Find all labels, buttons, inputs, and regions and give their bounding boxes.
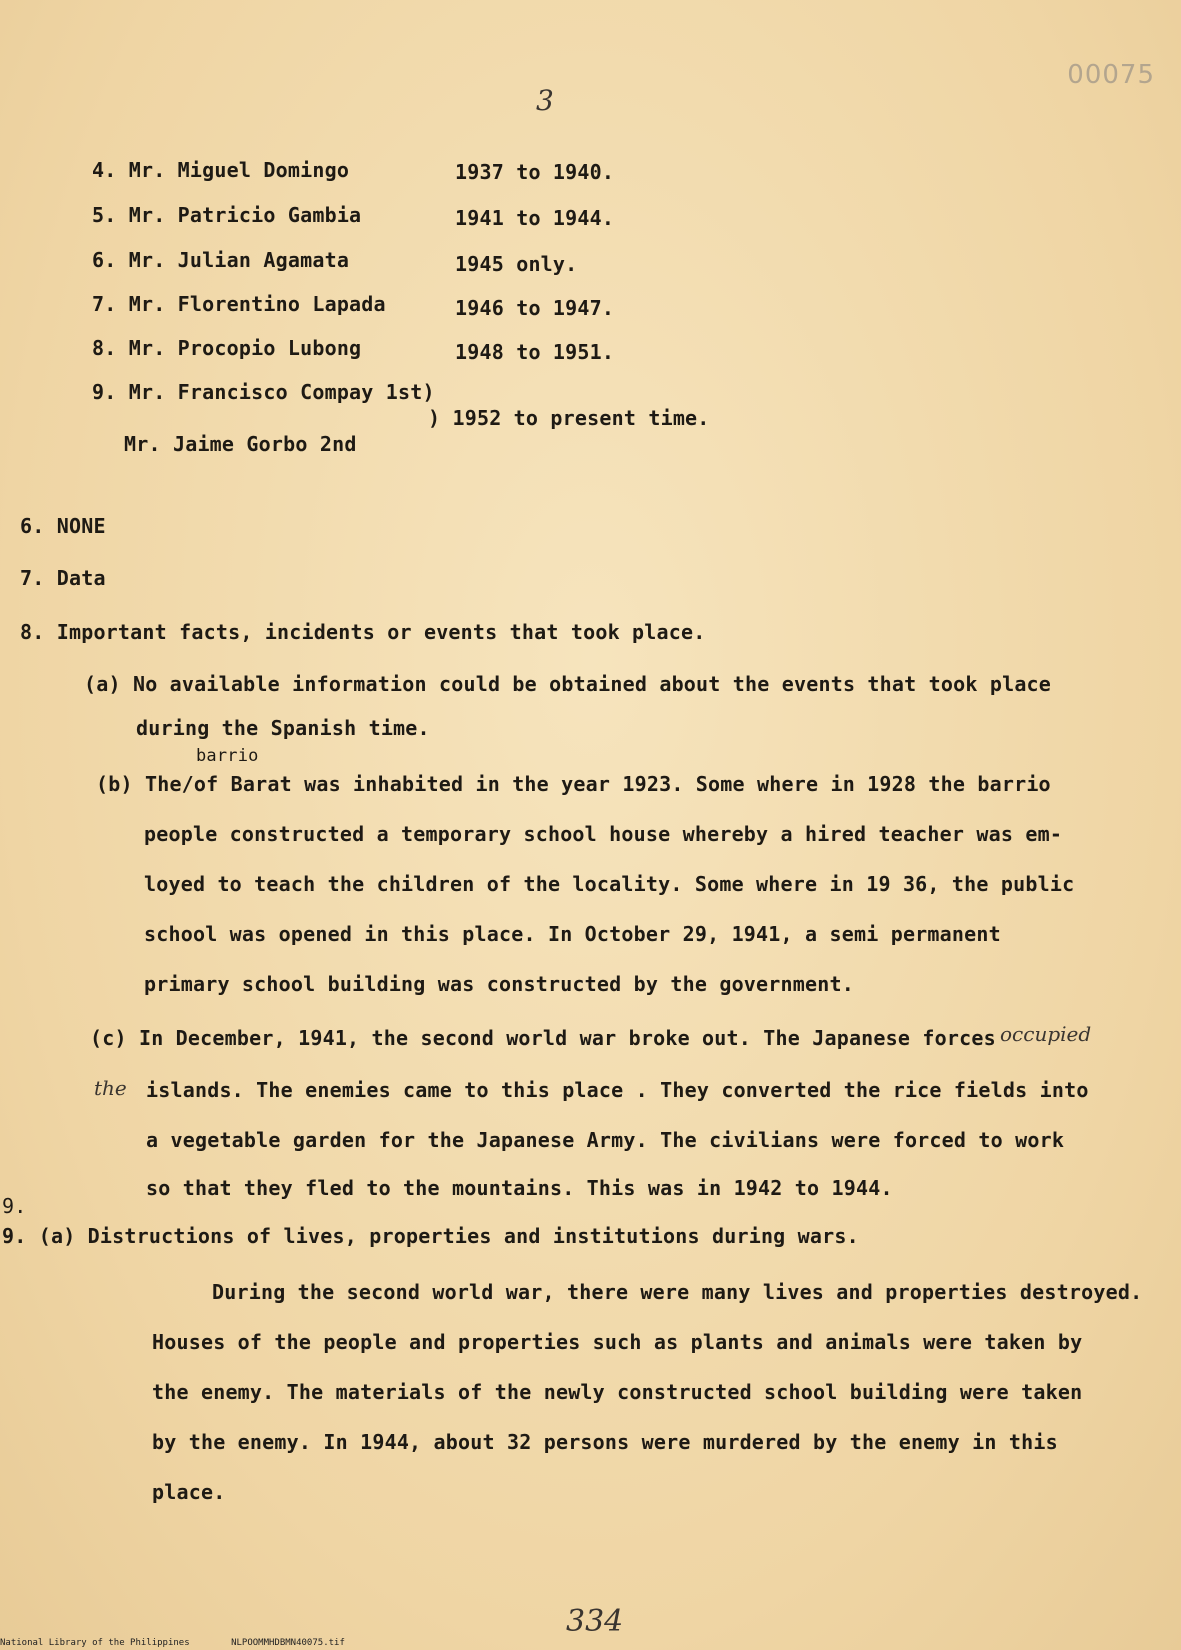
section-8c-handwritten: the (94, 1076, 127, 1100)
signature-mark: 334 (566, 1604, 624, 1639)
section-8b-insert: barrio (196, 746, 259, 766)
section-8c-line: a vegetable garden for the Japanese Army. The civilians were forced to work (146, 1128, 1065, 1152)
list-item-years: 1941 to 1944. (455, 206, 615, 230)
stamp-number: 00075 (1067, 60, 1155, 90)
footer-file: NLPOOMMHDBMN40075.tif (231, 1638, 345, 1648)
section-8b-line: people constructed a temporary school house whereby a hired teacher was em- (144, 822, 1063, 846)
section-8c-line: so that they fled to the mountains. This was in 1942 to 1944. (146, 1176, 893, 1200)
section-9a-paragraph: the enemy. The materials of the newly constructed school building were taken (152, 1380, 1083, 1404)
list-item-years: 1948 to 1951. (455, 340, 615, 364)
section-9a-paragraph: Houses of the people and properties such as plants and animals were taken by (152, 1330, 1083, 1354)
list-item-name: 9. Mr. Francisco Compay 1st) (92, 380, 435, 404)
list-item-name: 6. Mr. Julian Agamata (92, 248, 350, 272)
section-8b-line: loyed to teach the children of the locality. Some where in 19 36, the public (144, 872, 1075, 896)
page-number: 3 (536, 84, 554, 117)
section-9a-paragraph: During the second world war, there were many lives and properties destroyed. (212, 1280, 1143, 1304)
section-8b-line: school was opened in this place. In October 29, 1941, a semi permanent (144, 922, 1001, 946)
section-8a-line: (a) No available information could be obtained about the events that took place (84, 672, 1052, 696)
section-9a-paragraph: place. (152, 1480, 226, 1504)
section-8b-line: (b) The/of Barat was inhabited in the year 1923. Some where in 1928 the barrio (96, 772, 1051, 796)
section-9a-heading: 9. (a) Distructions of lives, properties and institutions during wars. (2, 1224, 859, 1248)
section-8c-line: islands. The enemies came to this place . They converted the rice fields into (146, 1078, 1089, 1102)
list-item-name: 7. Mr. Florentino Lapada (92, 292, 386, 316)
footer-institution: National Library of the Philippines (0, 1638, 190, 1648)
section-8c-handwritten: occupied (1000, 1022, 1092, 1046)
list-item-name: 5. Mr. Patricio Gambia (92, 203, 362, 227)
list-bracket-years: ) 1952 to present time. (428, 406, 710, 430)
section-9-mark: 9. (2, 1194, 27, 1218)
section-6: 6. NONE (20, 514, 106, 538)
list-item-years: 1945 only. (455, 252, 578, 276)
list-item-years: 1937 to 1940. (455, 160, 615, 184)
list-item-years: 1946 to 1947. (455, 296, 615, 320)
list-item-name: 4. Mr. Miguel Domingo (92, 158, 350, 182)
list-item-name: Mr. Jaime Gorbo 2nd (124, 432, 357, 456)
section-8c-line: (c) In December, 1941, the second world war broke out. The Japanese forces (90, 1026, 996, 1050)
section-8a-line: during the Spanish time. (136, 716, 430, 740)
section-9a-paragraph: by the enemy. In 1944, about 32 persons were murdered by the enemy in this (152, 1430, 1058, 1454)
section-8b-line: primary school building was constructed by the government. (144, 972, 854, 996)
section-7: 7. Data (20, 566, 106, 590)
list-item-name: 8. Mr. Procopio Lubong (92, 336, 362, 360)
section-8-heading: 8. Important facts, incidents or events that took place. (20, 620, 706, 644)
footer (0, 1638, 381, 1648)
